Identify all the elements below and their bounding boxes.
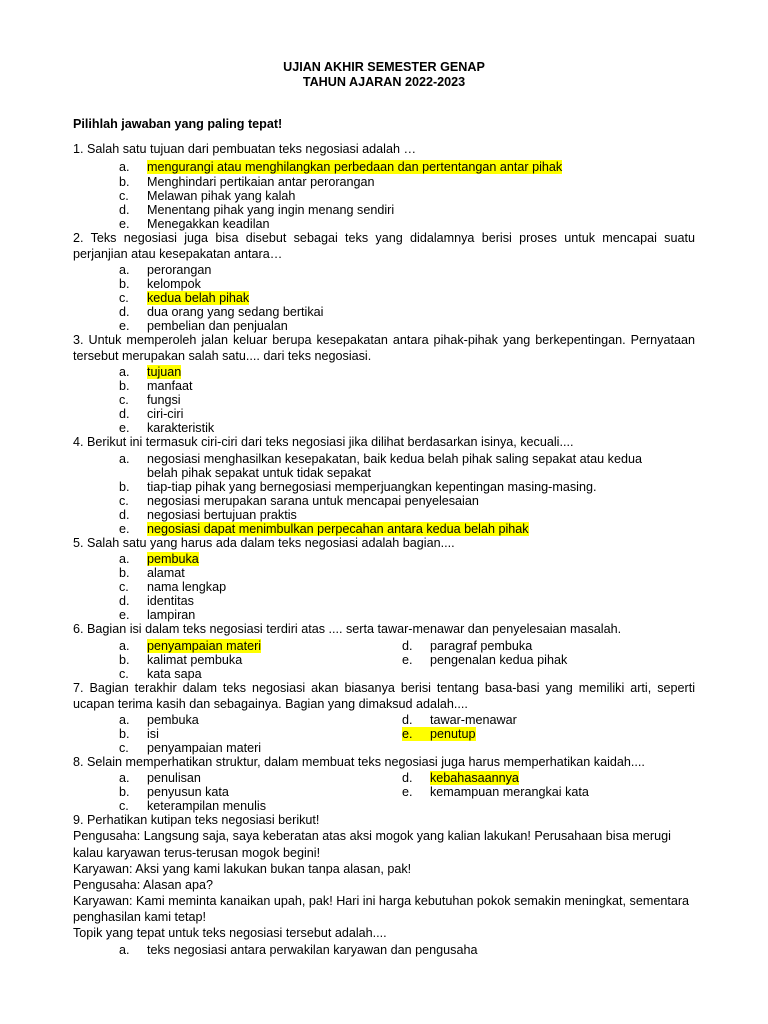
q4-option-c: c. negosiasi merupakan sarana untuk mencapai penyelesaian [119, 494, 479, 508]
q2-option-a: a. perorangan [119, 263, 212, 277]
dialogue-line-1-cont: kalau karyawan terus-terusan mogok begini! [73, 846, 321, 860]
q2-option-b: b. kelompok [119, 277, 201, 291]
question-9: 9. Perhatikan kutipan teks negosiasi berikut! [73, 813, 320, 827]
dialogue-line-1: Pengusaha: Langsung saja, saya keberatan atas aksi mogok yang kalian lakukan! Perusahaan bisa merugi [73, 829, 671, 843]
q5-option-e: e. lampiran [119, 608, 196, 622]
q3-option-d: d. ciri-ciri [119, 407, 184, 421]
question-8: 8. Selain memperhatikan struktur, dalam membuat teks negosiasi juga harus memperhatikan kaidah.... [73, 755, 645, 769]
q7-option-d: d. tawar-menawar [402, 713, 517, 727]
q7-option-e: e. penutup [402, 727, 476, 741]
q1-option-a: a. mengurangi atau menghilangkan perbedaan dan pertentangan antar pihak [119, 160, 563, 174]
question-7-cont: ucapan terima kasih dan sebagainya. Bagian yang dimaksud adalah.... [73, 697, 468, 711]
question-2-cont: perjanjian atau kesepakatan antara… [73, 247, 283, 261]
q5-option-c: c. nama lengkap [119, 580, 227, 594]
q3-option-e: e. karakteristik [119, 421, 215, 435]
dialogue-line-4: Karyawan: Kami meminta kanaikan upah, pak! Hari ini harga kebutuhan pokok semakin meningkat, sementara [73, 894, 690, 908]
q5-option-b: b. alamat [119, 566, 185, 580]
q3-option-c: c. fungsi [119, 393, 181, 407]
q1-option-c: c. Melawan pihak yang kalah [119, 189, 296, 203]
q8-option-c: c. keterampilan menulis [119, 799, 266, 813]
question-9-ask: Topik yang tepat untuk teks negosiasi tersebut adalah.... [73, 926, 387, 940]
question-5: 5. Salah satu yang harus ada dalam teks negosiasi adalah bagian.... [73, 536, 455, 550]
q8-option-e: e. kemampuan merangkai kata [402, 785, 589, 799]
q7-option-a: a. pembuka [119, 713, 199, 727]
q6-option-d: d. paragraf pembuka [402, 639, 533, 653]
q4-option-e: e. negosiasi dapat menimbulkan perpecahan antara kedua belah pihak [119, 522, 529, 536]
q6-option-a: a. penyampaian materi [119, 639, 262, 653]
exam-year: TAHUN AJARAN 2022-2023 [302, 75, 466, 89]
q8-option-d: d. kebahasaannya [402, 771, 519, 785]
dialogue-line-3: Pengusaha: Alasan apa? [73, 878, 214, 892]
q5-option-a: a. pembuka [119, 552, 199, 566]
q1-option-b: b. Menghindari pertikaian antar perorangan [119, 175, 375, 189]
q3-option-b: b. manfaat [119, 379, 193, 393]
q7-option-b: b. isi [119, 727, 159, 741]
q1-option-e: e. Menegakkan keadilan [119, 217, 270, 231]
q9-option-a: a. teks negosiasi antara perwakilan karyawan dan pengusaha [119, 943, 478, 957]
q3-option-a: a. tujuan [119, 365, 182, 379]
q5-option-d: d. identitas [119, 594, 194, 608]
dialogue-line-2: Karyawan: Aksi yang kami lakukan bukan tanpa alasan, pak! [73, 862, 412, 876]
q7-option-c: c. penyampaian materi [119, 741, 262, 755]
q2-option-e: e. pembelian dan penjualan [119, 319, 288, 333]
q4-option-b: b. tiap-tiap pihak yang bernegosiasi memperjuangkan kepentingan masing-masing. [119, 480, 597, 494]
q8-option-b: b. penyusun kata [119, 785, 229, 799]
q4-option-a-cont: belah pihak sepakat untuk tidak sepakat [147, 466, 372, 480]
q2-option-c: c. kedua belah pihak [119, 291, 250, 305]
question-6: 6. Bagian isi dalam teks negosiasi terdiri atas .... serta tawar-menawar dan penyelesaian masalah. [73, 622, 622, 636]
question-3-cont: tersebut merupakan salah satu.... dari teks negosiasi. [73, 349, 372, 363]
q4-option-a: a. negosiasi menghasilkan kesepakatan, baik kedua belah pihak saling sepakat atau kedua [119, 452, 642, 466]
question-7: 7. Bagian terakhir dalam teks negosiasi akan biasanya berisi tentang basa-basi yang memiliki arti, seperti [73, 681, 695, 695]
q8-option-a: a. penulisan [119, 771, 201, 785]
dialogue-line-4-cont: penghasilan kami tetap! [73, 910, 207, 924]
q2-option-d: d. dua orang yang sedang bertikai [119, 305, 324, 319]
q1-option-d: d. Menentang pihak yang ingin menang sendiri [119, 203, 395, 217]
q6-option-e: e. pengenalan kedua pihak [402, 653, 568, 667]
question-1: 1. Salah satu tujuan dari pembuatan teks negosiasi adalah … [73, 142, 417, 156]
instruction: Pilihlah jawaban yang paling tepat! [73, 117, 283, 131]
exam-title: UJIAN AKHIR SEMESTER GENAP [283, 60, 485, 74]
question-2: 2. Teks negosiasi juga bisa disebut sebagai teks yang didalamnya berisi proses untuk mencapai suatu [73, 231, 695, 245]
question-3: 3. Untuk memperoleh jalan keluar berupa kesepakatan antara pihak-pihak yang berkepentingan. Pernyataan [73, 333, 695, 347]
q4-option-d: d. negosiasi bertujuan praktis [119, 508, 297, 522]
question-4: 4. Berikut ini termasuk ciri-ciri dari teks negosiasi jika dilihat berdasarkan isinya, kecuali.... [73, 435, 574, 449]
q6-option-c: c. kata sapa [119, 667, 202, 681]
q6-option-b: b. kalimat pembuka [119, 653, 243, 667]
